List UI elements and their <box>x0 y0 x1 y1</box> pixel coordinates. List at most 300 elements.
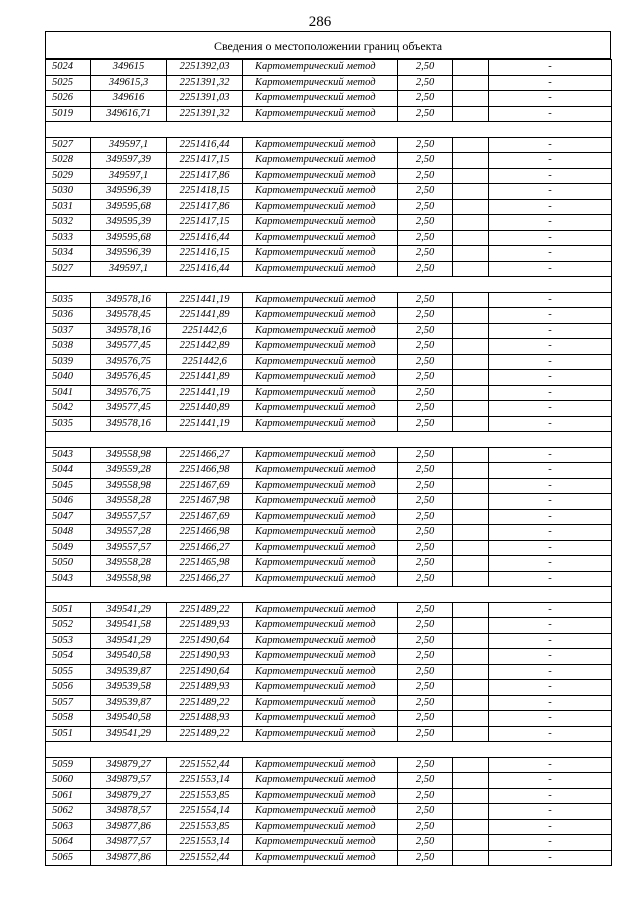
coord-y: 2251441,19 <box>167 416 243 432</box>
description: - <box>489 571 612 587</box>
accuracy: 2,50 <box>398 60 453 76</box>
method: Картометрический метод <box>243 292 398 308</box>
table-row <box>46 819 612 835</box>
table-row <box>46 370 612 386</box>
description: - <box>489 664 612 680</box>
description: - <box>489 850 612 866</box>
description: - <box>489 680 612 696</box>
description: - <box>489 339 612 355</box>
method: Картометрический метод <box>243 850 398 866</box>
accuracy: 2,50 <box>398 556 453 572</box>
table-row <box>46 773 612 789</box>
method: Картометрический метод <box>243 261 398 277</box>
accuracy: 2,50 <box>398 323 453 339</box>
accuracy: 2,50 <box>398 788 453 804</box>
table-row <box>46 354 612 370</box>
description: - <box>489 106 612 122</box>
description: - <box>489 261 612 277</box>
coord-y: 2251489,93 <box>167 680 243 696</box>
coord-x: 349541,58 <box>91 618 167 634</box>
coord-y: 2251554,14 <box>167 804 243 820</box>
coord-y: 2251417,15 <box>167 215 243 231</box>
method: Картометрический метод <box>243 680 398 696</box>
blank-cell <box>453 571 489 587</box>
method: Картометрический метод <box>243 804 398 820</box>
method: Картометрический метод <box>243 556 398 572</box>
separator-cell <box>46 122 612 138</box>
coord-x: 349539,87 <box>91 664 167 680</box>
table-row <box>46 153 612 169</box>
blank-cell <box>453 788 489 804</box>
point-number: 5038 <box>46 339 91 355</box>
accuracy: 2,50 <box>398 478 453 494</box>
description: - <box>489 370 612 386</box>
method: Картометрический метод <box>243 447 398 463</box>
blank-cell <box>453 664 489 680</box>
coord-y: 2251391,32 <box>167 75 243 91</box>
point-number: 5057 <box>46 695 91 711</box>
table-row <box>46 540 612 556</box>
blank-cell <box>453 633 489 649</box>
description: - <box>489 602 612 618</box>
table-row <box>46 680 612 696</box>
method: Картометрический метод <box>243 711 398 727</box>
table-row <box>46 556 612 572</box>
point-number: 5024 <box>46 60 91 76</box>
point-number: 5034 <box>46 246 91 262</box>
point-number: 5025 <box>46 75 91 91</box>
coord-x: 349596,39 <box>91 184 167 200</box>
coord-x: 349539,58 <box>91 680 167 696</box>
accuracy: 2,50 <box>398 571 453 587</box>
description: - <box>489 819 612 835</box>
table-row <box>46 711 612 727</box>
coord-y: 2251553,14 <box>167 835 243 851</box>
method: Картометрический метод <box>243 571 398 587</box>
coord-x: 349595,68 <box>91 199 167 215</box>
blank-cell <box>453 215 489 231</box>
table-row <box>46 308 612 324</box>
accuracy: 2,50 <box>398 525 453 541</box>
coord-y: 2251441,89 <box>167 308 243 324</box>
description: - <box>489 757 612 773</box>
point-number: 5062 <box>46 804 91 820</box>
description: - <box>489 168 612 184</box>
coord-y: 2251489,93 <box>167 618 243 634</box>
coord-y: 2251466,98 <box>167 463 243 479</box>
accuracy: 2,50 <box>398 292 453 308</box>
method: Картометрический метод <box>243 323 398 339</box>
description: - <box>489 184 612 200</box>
accuracy: 2,50 <box>398 339 453 355</box>
coord-y: 2251490,64 <box>167 664 243 680</box>
description: - <box>489 153 612 169</box>
blank-cell <box>453 230 489 246</box>
method: Картометрический метод <box>243 618 398 634</box>
method: Картометрический метод <box>243 695 398 711</box>
description: - <box>489 711 612 727</box>
blank-cell <box>453 106 489 122</box>
accuracy: 2,50 <box>398 726 453 742</box>
point-number: 5036 <box>46 308 91 324</box>
coord-y: 2251442,89 <box>167 339 243 355</box>
point-number: 5065 <box>46 850 91 866</box>
table-row <box>46 261 612 277</box>
accuracy: 2,50 <box>398 153 453 169</box>
point-number: 5035 <box>46 292 91 308</box>
page-number: 286 <box>308 14 332 30</box>
description: - <box>489 649 612 665</box>
description: - <box>489 60 612 76</box>
coord-y: 2251465,98 <box>167 556 243 572</box>
method: Картометрический метод <box>243 509 398 525</box>
method: Картометрический метод <box>243 246 398 262</box>
method: Картометрический метод <box>243 137 398 153</box>
coord-y: 2251467,69 <box>167 509 243 525</box>
method: Картометрический метод <box>243 354 398 370</box>
method: Картометрический метод <box>243 602 398 618</box>
coord-x: 349616,71 <box>91 106 167 122</box>
coord-y: 2251391,32 <box>167 106 243 122</box>
coord-x: 349578,16 <box>91 416 167 432</box>
blank-cell <box>453 323 489 339</box>
blank-cell <box>453 168 489 184</box>
blank-cell <box>453 835 489 851</box>
coord-x: 349879,57 <box>91 773 167 789</box>
description: - <box>489 416 612 432</box>
accuracy: 2,50 <box>398 850 453 866</box>
description: - <box>489 91 612 107</box>
point-number: 5064 <box>46 835 91 851</box>
accuracy: 2,50 <box>398 354 453 370</box>
separator-cell <box>46 742 612 758</box>
table-row <box>46 184 612 200</box>
point-number: 5048 <box>46 525 91 541</box>
coord-x: 349576,75 <box>91 385 167 401</box>
point-number: 5059 <box>46 757 91 773</box>
point-number: 5031 <box>46 199 91 215</box>
blank-cell <box>453 339 489 355</box>
point-number: 5052 <box>46 618 91 634</box>
blank-cell <box>453 75 489 91</box>
description: - <box>489 230 612 246</box>
method: Картометрический метод <box>243 773 398 789</box>
coord-x: 349577,45 <box>91 401 167 417</box>
point-number: 5040 <box>46 370 91 386</box>
point-number: 5051 <box>46 726 91 742</box>
coord-y: 2251490,93 <box>167 649 243 665</box>
point-number: 5063 <box>46 819 91 835</box>
description: - <box>489 540 612 556</box>
table-row <box>46 571 612 587</box>
coord-x: 349595,39 <box>91 215 167 231</box>
description: - <box>489 525 612 541</box>
description: - <box>489 618 612 634</box>
coord-x: 349541,29 <box>91 602 167 618</box>
coord-y: 2251553,85 <box>167 788 243 804</box>
table-row <box>46 850 612 866</box>
coord-x: 349597,1 <box>91 137 167 153</box>
coord-x: 349596,39 <box>91 246 167 262</box>
blank-cell <box>453 711 489 727</box>
description: - <box>489 323 612 339</box>
point-number: 5043 <box>46 447 91 463</box>
coord-y: 2251441,89 <box>167 370 243 386</box>
coord-x: 349559,28 <box>91 463 167 479</box>
blank-cell <box>453 540 489 556</box>
method: Картометрический метод <box>243 416 398 432</box>
method: Картометрический метод <box>243 184 398 200</box>
method: Картометрический метод <box>243 463 398 479</box>
method: Картометрический метод <box>243 633 398 649</box>
accuracy: 2,50 <box>398 246 453 262</box>
coord-x: 349597,1 <box>91 168 167 184</box>
point-number: 5058 <box>46 711 91 727</box>
method: Картометрический метод <box>243 494 398 510</box>
table-row <box>46 199 612 215</box>
table-row <box>46 649 612 665</box>
point-number: 5046 <box>46 494 91 510</box>
blank-cell <box>453 757 489 773</box>
blank-cell <box>453 354 489 370</box>
blank-cell <box>453 308 489 324</box>
coord-y: 2251489,22 <box>167 602 243 618</box>
method: Картометрический метод <box>243 370 398 386</box>
blank-cell <box>453 850 489 866</box>
coord-y: 2251552,44 <box>167 757 243 773</box>
coord-y: 2251417,86 <box>167 199 243 215</box>
coord-x: 349877,57 <box>91 835 167 851</box>
group-separator <box>46 122 612 138</box>
group-separator <box>46 277 612 293</box>
method: Картометрический метод <box>243 788 398 804</box>
method: Картометрический метод <box>243 649 398 665</box>
description: - <box>489 447 612 463</box>
blank-cell <box>453 618 489 634</box>
accuracy: 2,50 <box>398 680 453 696</box>
coord-x: 349878,57 <box>91 804 167 820</box>
coord-y: 2251466,27 <box>167 447 243 463</box>
accuracy: 2,50 <box>398 602 453 618</box>
table-row <box>46 525 612 541</box>
point-number: 5033 <box>46 230 91 246</box>
method: Картометрический метод <box>243 819 398 835</box>
table-row <box>46 835 612 851</box>
accuracy: 2,50 <box>398 447 453 463</box>
blank-cell <box>453 184 489 200</box>
accuracy: 2,50 <box>398 773 453 789</box>
table-row <box>46 804 612 820</box>
table-row <box>46 416 612 432</box>
accuracy: 2,50 <box>398 261 453 277</box>
point-number: 5055 <box>46 664 91 680</box>
blank-cell <box>453 137 489 153</box>
blank-cell <box>453 370 489 386</box>
table-row <box>46 633 612 649</box>
description: - <box>489 137 612 153</box>
description: - <box>489 509 612 525</box>
coord-x: 349576,45 <box>91 370 167 386</box>
coord-x: 349557,57 <box>91 540 167 556</box>
table-row <box>46 401 612 417</box>
blank-cell <box>453 804 489 820</box>
table-row <box>46 447 612 463</box>
description: - <box>489 354 612 370</box>
method: Картометрический метод <box>243 60 398 76</box>
accuracy: 2,50 <box>398 494 453 510</box>
blank-cell <box>453 680 489 696</box>
accuracy: 2,50 <box>398 75 453 91</box>
blank-cell <box>453 649 489 665</box>
coord-x: 349540,58 <box>91 711 167 727</box>
group-separator <box>46 742 612 758</box>
point-number: 5032 <box>46 215 91 231</box>
blank-cell <box>453 494 489 510</box>
coord-x: 349578,45 <box>91 308 167 324</box>
coord-y: 2251466,98 <box>167 525 243 541</box>
coord-y: 2251441,19 <box>167 385 243 401</box>
coord-y: 2251466,27 <box>167 540 243 556</box>
blank-cell <box>453 819 489 835</box>
coord-x: 349557,28 <box>91 525 167 541</box>
coord-x: 349558,98 <box>91 571 167 587</box>
blank-cell <box>453 447 489 463</box>
accuracy: 2,50 <box>398 695 453 711</box>
point-number: 5030 <box>46 184 91 200</box>
blank-cell <box>453 525 489 541</box>
accuracy: 2,50 <box>398 401 453 417</box>
coord-x: 349597,39 <box>91 153 167 169</box>
point-number: 5027 <box>46 261 91 277</box>
method: Картометрический метод <box>243 726 398 742</box>
blank-cell <box>453 478 489 494</box>
method: Картометрический метод <box>243 525 398 541</box>
accuracy: 2,50 <box>398 385 453 401</box>
description: - <box>489 788 612 804</box>
coord-y: 2251416,44 <box>167 261 243 277</box>
accuracy: 2,50 <box>398 137 453 153</box>
accuracy: 2,50 <box>398 168 453 184</box>
table-row <box>46 168 612 184</box>
description: - <box>489 494 612 510</box>
table-row <box>46 509 612 525</box>
coord-x: 349558,98 <box>91 478 167 494</box>
coord-y: 2251467,69 <box>167 478 243 494</box>
coord-y: 2251440,89 <box>167 401 243 417</box>
boundary-table <box>45 59 612 866</box>
coord-y: 2251489,22 <box>167 726 243 742</box>
blank-cell <box>453 509 489 525</box>
blank-cell <box>453 726 489 742</box>
table-row <box>46 385 612 401</box>
point-number: 5051 <box>46 602 91 618</box>
table-row <box>46 60 612 76</box>
coord-x: 349877,86 <box>91 850 167 866</box>
coord-x: 349578,16 <box>91 292 167 308</box>
coord-x: 349558,98 <box>91 447 167 463</box>
table-row <box>46 137 612 153</box>
accuracy: 2,50 <box>398 819 453 835</box>
point-number: 5028 <box>46 153 91 169</box>
group-separator <box>46 587 612 603</box>
coord-x: 349540,58 <box>91 649 167 665</box>
method: Картометрический метод <box>243 230 398 246</box>
point-number: 5045 <box>46 478 91 494</box>
blank-cell <box>453 199 489 215</box>
separator-cell <box>46 587 612 603</box>
description: - <box>489 835 612 851</box>
coord-x: 349877,86 <box>91 819 167 835</box>
coord-x: 349615,3 <box>91 75 167 91</box>
description: - <box>489 246 612 262</box>
point-number: 5027 <box>46 137 91 153</box>
table-row <box>46 757 612 773</box>
coord-x: 349879,27 <box>91 757 167 773</box>
description: - <box>489 773 612 789</box>
coord-y: 2251466,27 <box>167 571 243 587</box>
blank-cell <box>453 261 489 277</box>
table-row <box>46 664 612 680</box>
method: Картометрический метод <box>243 153 398 169</box>
coord-x: 349879,27 <box>91 788 167 804</box>
coord-y: 2251488,93 <box>167 711 243 727</box>
coord-y: 2251442,6 <box>167 354 243 370</box>
blank-cell <box>453 695 489 711</box>
table-row <box>46 75 612 91</box>
coord-y: 2251553,85 <box>167 819 243 835</box>
accuracy: 2,50 <box>398 184 453 200</box>
method: Картометрический метод <box>243 308 398 324</box>
blank-cell <box>453 246 489 262</box>
coord-y: 2251416,44 <box>167 137 243 153</box>
description: - <box>489 292 612 308</box>
blank-cell <box>453 385 489 401</box>
table-row <box>46 463 612 479</box>
accuracy: 2,50 <box>398 463 453 479</box>
description: - <box>489 199 612 215</box>
table-row <box>46 292 612 308</box>
accuracy: 2,50 <box>398 509 453 525</box>
table-row <box>46 494 612 510</box>
table-row <box>46 106 612 122</box>
accuracy: 2,50 <box>398 835 453 851</box>
document-body <box>45 31 611 866</box>
coord-x: 349578,16 <box>91 323 167 339</box>
method: Картометрический метод <box>243 339 398 355</box>
table-body <box>46 60 612 866</box>
blank-cell <box>453 773 489 789</box>
point-number: 5061 <box>46 788 91 804</box>
table-row <box>46 339 612 355</box>
point-number: 5056 <box>46 680 91 696</box>
accuracy: 2,50 <box>398 199 453 215</box>
coord-x: 349541,29 <box>91 633 167 649</box>
accuracy: 2,50 <box>398 711 453 727</box>
accuracy: 2,50 <box>398 633 453 649</box>
method: Картометрический метод <box>243 168 398 184</box>
coord-x: 349615 <box>91 60 167 76</box>
table-row <box>46 695 612 711</box>
separator-cell <box>46 277 612 293</box>
coord-y: 2251441,19 <box>167 292 243 308</box>
accuracy: 2,50 <box>398 106 453 122</box>
table-row <box>46 726 612 742</box>
table-row <box>46 215 612 231</box>
point-number: 5039 <box>46 354 91 370</box>
table-row <box>46 602 612 618</box>
blank-cell <box>453 153 489 169</box>
blank-cell <box>453 556 489 572</box>
